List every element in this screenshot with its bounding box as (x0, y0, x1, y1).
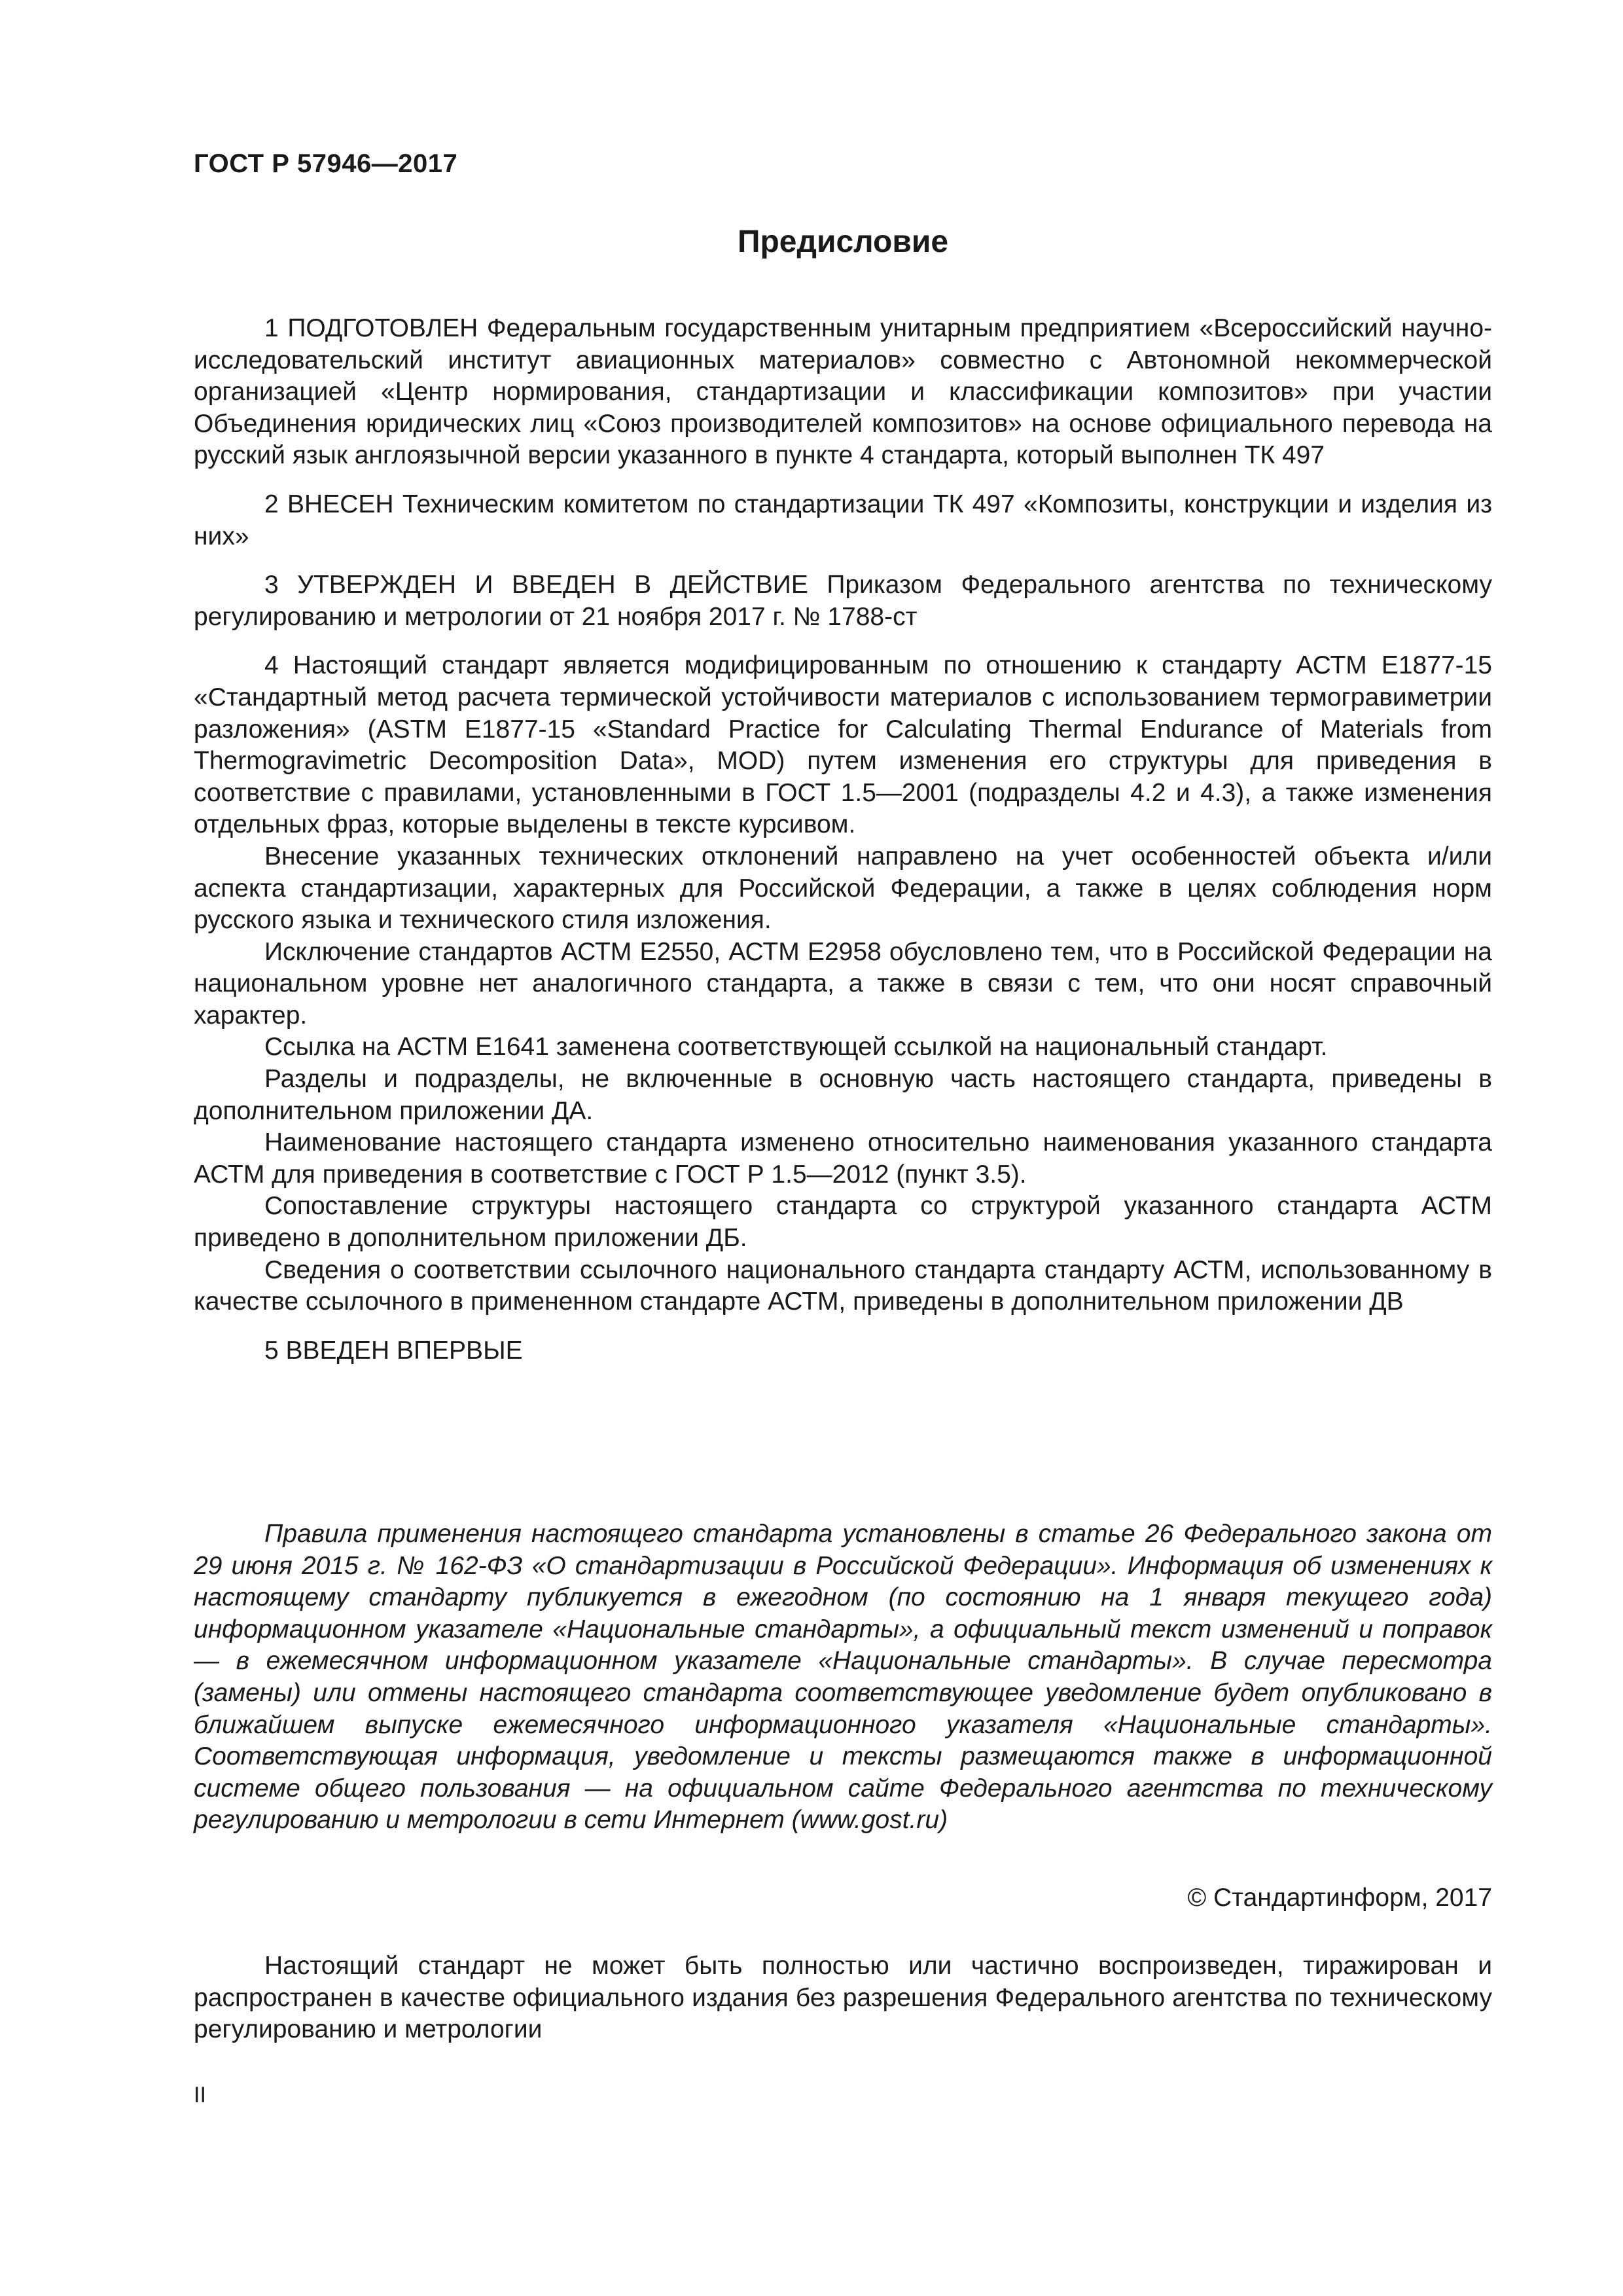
page-number: II (194, 2083, 206, 2108)
paragraph-deviations: Внесение указанных технических отклонений направлено на учет особенностей объекта и/или аспекта стандартизации, характерных для Российской Федерации, а также в целях соблюдения норм русского языка и технического стиля изложения. (194, 842, 1492, 935)
paragraph-reference-replaced: Ссылка на АСТМ Е1641 заменена соответствующей ссылкой на национальный стандарт. (264, 1033, 1328, 1062)
document-id-header: ГОСТ Р 57946—2017 (194, 149, 458, 178)
paragraph-annex-dv: Сведения о соответствии ссылочного национального стандарта стандарту АСТМ, использованному в качестве ссылочного в примененном стандарте АСТМ, приведены в дополнительном приложении ДВ (194, 1255, 1492, 1316)
paragraph-modified-standard: 4 Настоящий стандарт является модифицированным по отношению к стандарту АСТМ Е1877-15 «Стандартный метод расчета термической устойчивости материалов с использованием термогравиметрии разложения» (ASTM E1877-15 «Standard Practice for Calculating Thermal Endurance of Materials from Thermogravimetric Decomposition Data», MOD) путем изменения его структуры для приведения в соответствие с правилами, установленными в ГОСТ 1.5—2001 (подразделы 4.2 и 4.3), а также изменения отдельных фраз, которые выделены в тексте курсивом. (194, 651, 1492, 839)
section-title: Предисловие (737, 224, 949, 259)
foreword-body (194, 313, 1492, 1367)
paragraph-prepared-by: 1 ПОДГОТОВЛЕН Федеральным государственным унитарным предприятием «Всероссийский научно-исследовательский институт авиационных материалов» совместно с Автономной некоммерческой организацией «Центр нормирования, стандартизации и классификации композитов» при участии Объединения юридических лиц «Союз производителей композитов» на основе официального перевода на русский язык англоязычной версии указанного в пункте 4 стандарта, который выполнен ТК 497 (194, 314, 1492, 470)
paragraph-annex-da: Разделы и подразделы, не включенные в основную часть настоящего стандарта, приведены в дополнительном приложении ДА. (194, 1065, 1492, 1125)
paragraph-title-changed: Наименование настоящего стандарта изменено относительно наименования указанного стандарта АСТМ для приведения в соответствие с ГОСТ Р 1.5—2012 (пункт 3.5). (194, 1128, 1492, 1189)
paragraph-annex-db: Сопоставление структуры настоящего стандарта со структурой указанного стандарта АСТМ приведено в дополнительном приложении ДБ. (194, 1192, 1492, 1253)
reproduction-restriction-text: Настоящий стандарт не может быть полностью или частично воспроизведен, тиражирован и распространен в качестве официального издания без разрешения Федерального агентства по техническому регулированию и метрологии (194, 1952, 1492, 2044)
paragraph-approved: 3 УТВЕРЖДЕН И ВВЕДЕН В ДЕЙСТВИЕ Приказом Федерального агентства по техническому регулированию и метрологии от 21 ноября 2017 г. № 1788-ст (194, 571, 1492, 631)
paragraph-submitted-by: 2 ВНЕСЕН Техническим комитетом по стандартизации ТК 497 «Композиты, конструкции и изделия из них» (194, 490, 1492, 550)
copyright-line: © Стандартинформ, 2017 (1187, 1884, 1492, 1912)
reproduction-restriction (194, 1950, 1492, 2046)
legal-notice (194, 1518, 1492, 1837)
paragraph-exclusions: Исключение стандартов АСТМ Е2550, АСТМ Е2958 обусловлено тем, что в Российской Федерации на национальном уровне нет аналогичного стандарта, а также в связи с тем, что они носят справочный характер. (194, 937, 1492, 1030)
paragraph-introduced-first-time: 5 ВВЕДЕН ВПЕРВЫЕ (264, 1336, 523, 1365)
legal-notice-text: Правила применения настоящего стандарта установлены в статье 26 Федерального закона от 29 июня 2015 г. № 162-ФЗ «О стандартизации в Российской Федерации». Информация об изменениях к настоящему стандарту публикуется в ежегодном (по состоянию на 1 января текущего года) информационном указателе «Национальные стандарты», а официальный текст изменений и поправок — в ежемесячном информационном указателе «Национальные стандарты». В случае пересмотра (замены) или отмены настоящего стандарта соответствующее уведомление будет опубликовано в ближайшем выпуске ежемесячного информационного указателя «Национальные стандарты». Соответствующая информация, уведомление и тексты размещаются также в информационной системе общего пользования — на официальном сайте Федерального агентства по техническому регулированию и метрологии в сети Интернет (www.gost.ru) (194, 1520, 1492, 1835)
